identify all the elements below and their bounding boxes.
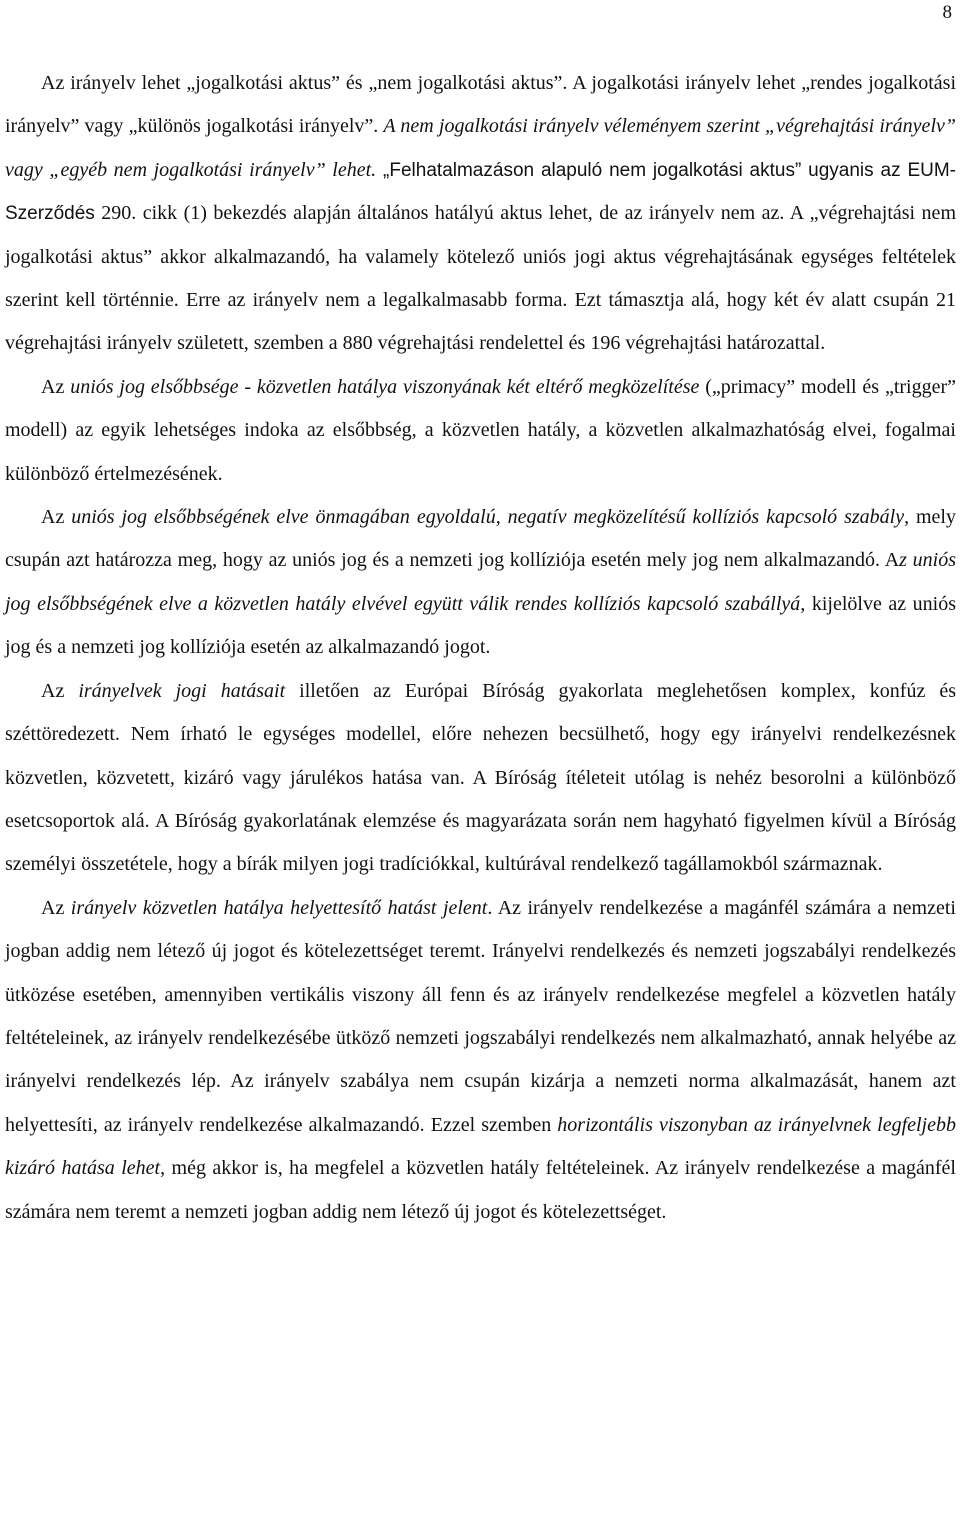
text-run-italic: uniós jog elsőbbsége - közvetlen hatálya viszonyának két eltérő megközelítése bbox=[70, 375, 700, 398]
text-run: („primacy” modell és „trigger” modell) az egyik lehetséges indoka az elsőbbség, a közvetlen hatály, a közvetlen alkalmazhatóság elvei, fogalmai különböző értelmezésének. bbox=[5, 375, 957, 485]
text-run: , mely csupán azt határozza meg, hogy az uniós jog és a nemzeti jog kollíziója esetén mely jog nem alkalmazandó. A bbox=[5, 506, 956, 572]
paragraph-primacy-models bbox=[5, 366, 956, 496]
text-run: illetően az Európai Bíróság gyakorlata meglehetősen komplex, konfúz és széttöredezett. Nem írható le egységes modellel, előre nehezen becsülhető, hogy egy irányelvi rendelkezésnek közvetlen, közvetett, kizáró vagy járulékos hatása van. A Bíróság ítéleteit utólag is nehéz besorolni a különböző esetcsoportok alá. A Bíróság gyakorlatának elemzése és magyarázata során nem hagyható figyelmen kívül a Bíróság személyi összetétele, hogy a bírák milyen jogi tradíciókkal, kultúrával rendelkező tagállamokból származnak. bbox=[5, 679, 956, 876]
text-run: Az irányelv lehet „jogalkotási aktus” és „nem jogalkotási aktus”. A jogalkotási irányelv lehet „rendes jogalkotási irányelv” vagy „különös jogalkotási irányelv”. bbox=[5, 72, 956, 138]
paragraph-directive-types bbox=[5, 62, 956, 366]
text-run-italic: horizontális viszonyban az irányelvnek legfeljebb kizáró hatása lehet bbox=[5, 1113, 956, 1180]
text-run-sans: „Felhatalmazáson alapuló nem jogalkotási aktus” ugyanis az EUM-Szerződés bbox=[5, 159, 957, 225]
document-body bbox=[5, 62, 956, 1234]
text-run: Az bbox=[41, 896, 71, 919]
text-run: , még akkor is, ha megfelel a közvetlen hatály feltételeinek. Az irányelv rendelkezése a magánfél számára nem teremt a nemzeti jogban addig nem létező új jogot és kötelezettséget. bbox=[5, 1157, 956, 1223]
text-run: 290. cikk (1) bekezdés alapján általános hatályú aktus lehet, de az irányelv nem az. A „végrehajtási nem jogalkotási aktus” akkor alkalmazandó, ha valamely kötelező uniós jogi aktus végrehajtásának egységes feltételek szerint kell történnie. Erre az irányelv nem a legalkalmasabb forma. Ezt támasztja alá, hogy két év alatt csupán 21 végrehajtási irányelv született, szemben a 880 végrehajtási rendelettel és 196 végrehajtási határozattal. bbox=[5, 202, 956, 355]
text-run: Az bbox=[41, 375, 71, 398]
text-run-italic: irányelvek jogi hatásait bbox=[78, 679, 286, 702]
text-run-italic: uniós jog elsőbbségének elve önmagában egyoldalú, negatív megközelítésű kollíziós kapcsoló szabály bbox=[71, 506, 905, 529]
text-run-italic: z uniós jog elsőbbségének elve a közvetlen hatály elvével együtt válik rendes kollíziós kapcsoló szabállyá, bbox=[5, 549, 957, 615]
paragraph-direct-effect bbox=[5, 887, 956, 1234]
page-number: 8 bbox=[942, 2, 952, 23]
paragraph-legal-effects bbox=[5, 670, 956, 887]
text-run-italic: A nem jogalkotási irányelv véleményem szerint „végrehajtási irányelv” vagy „egyéb nem jogalkotási irányelv” lehet. bbox=[5, 115, 956, 181]
paragraph-primacy-principle bbox=[5, 496, 956, 670]
text-run: kijelölve az uniós jog és a nemzeti jog kollíziója esetén az alkalmazandó jogot. bbox=[5, 592, 956, 659]
text-run: . Az irányelv rendelkezése a magánfél számára a nemzeti jogban addig nem létező új jogot és kötelezettséget teremt. Irányelvi rendelkezés és nemzeti jogszabályi rendelkezés ütközése esetében, amennyiben vertikális viszony áll fenn és az irányelv rendelkezése megfelel a közvetlen hatály feltételeinek, az irányelv rendelkezésébe ütköző nemzeti jogszabályi rendelkezés nem alkalmazható, annak helyébe az irányelvi rendelkezés lép. Az irányelv szabálya nem csupán kizárja a nemzeti norma alkalmazását, hanem azt helyettesíti, az irányelv rendelkezése alkalmazandó. Ezzel szemben bbox=[5, 896, 956, 1136]
text-run-italic: irányelv közvetlen hatálya helyettesítő hatást jelent bbox=[70, 896, 488, 919]
text-run: Az bbox=[41, 679, 79, 702]
text-run: Az bbox=[41, 506, 72, 529]
